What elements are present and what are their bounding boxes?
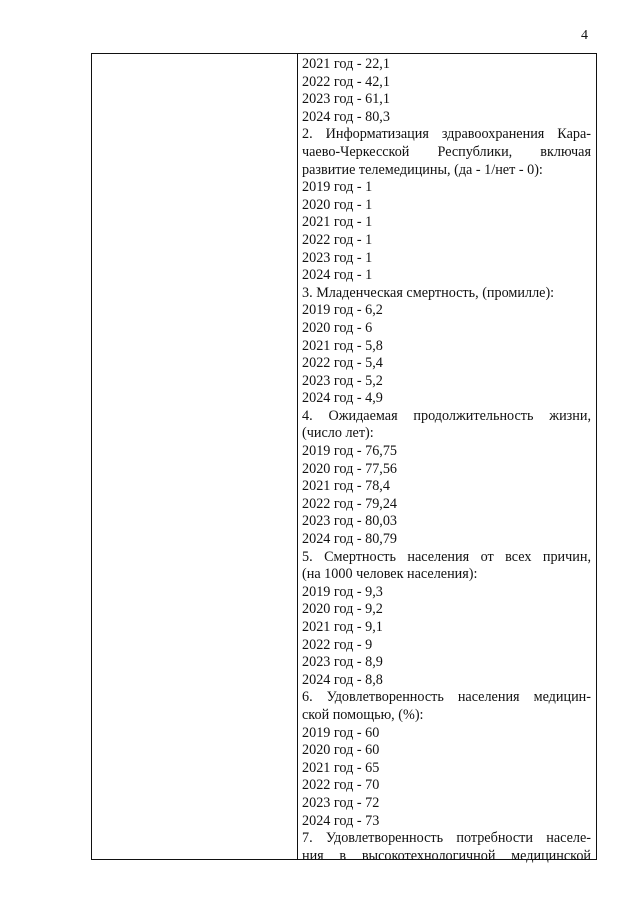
text-line: 2022 год - 9 [302,636,373,653]
text-line: 2021 год - 9,1 [302,619,383,635]
text-line: 2022 год - 42,1 [302,73,390,90]
text-line: 2021 год - 78,4 [302,478,390,495]
text-line: ской помощью, (%): [302,706,424,723]
text-line: (на 1000 человек населения): [302,566,478,583]
text-line: 7. Удовлетворенность потребности населе- [302,830,591,847]
text-line: 3. Младенческая смертность, (промилле): [302,284,555,301]
text-line: 2019 год - 9,3 [302,583,383,600]
indicators-table [91,53,597,864]
text-line: 6. Удовлетворенность населения медицин- [302,689,591,706]
text-line: 2023 год - 5,2 [302,372,383,389]
text-line: 2023 год - 72 [302,794,380,811]
text-line: 2020 год - 9,2 [302,601,383,618]
page-number: 4 [581,28,588,43]
text-line: 2024 год - 4,9 [302,390,383,407]
text-line: 2022 год - 79,24 [302,495,398,512]
text-line: 2019 год - 60 [302,724,380,741]
text-line: 5. Смертность населения от всех причин, [302,548,591,565]
text-line: 2023 год - 80,03 [302,513,398,530]
text-line: (число лет): [302,425,374,442]
text-line: 2020 год - 77,56 [302,460,398,477]
text-line: 2021 год - 5,8 [302,337,383,354]
text-line: чаево-Черкесской Республики, включая [302,143,591,160]
indicators-cell [302,56,591,865]
text-line: 2. Информатизация здравоохранения Кара- [302,126,591,143]
text-line: 2020 год - 60 [302,742,380,759]
text-line: 2022 год - 5,4 [302,355,383,372]
text-line: 2020 год - 1 [302,196,373,213]
text-line: 2021 год - 65 [302,759,380,776]
text-line: 2019 год - 76,75 [302,443,398,460]
text-line: развитие телемедицины, (да - 1/нет - 0): [302,161,543,178]
text-line: 2019 год - 1 [302,179,373,196]
text-line: 2022 год - 70 [302,777,380,794]
text-line: 2019 год - 6,2 [302,302,383,319]
column-divider [297,54,298,859]
text-line: 2023 год - 8,9 [302,654,383,671]
text-line: 2024 год - 80,79 [302,531,398,548]
text-line: 4. Ожидаемая продолжительность жизни, [302,407,591,424]
text-line: 2024 год - 80,3 [302,108,390,125]
text-line: 2021 год - 22,1 [302,56,390,72]
text-line: 2024 год - 8,8 [302,671,383,688]
text-line: 2024 год - 73 [302,812,380,829]
text-line: 2020 год - 6 [302,319,373,336]
text-line: 2024 год - 1 [302,267,373,284]
text-line: 2022 год - 1 [302,231,373,248]
text-line: ния в высокотехнологичной медицинской [302,847,591,864]
text-line: 2023 год - 1 [302,249,373,266]
text-line: 2021 год - 1 [302,214,373,231]
text-line: 2023 год - 61,1 [302,91,390,108]
